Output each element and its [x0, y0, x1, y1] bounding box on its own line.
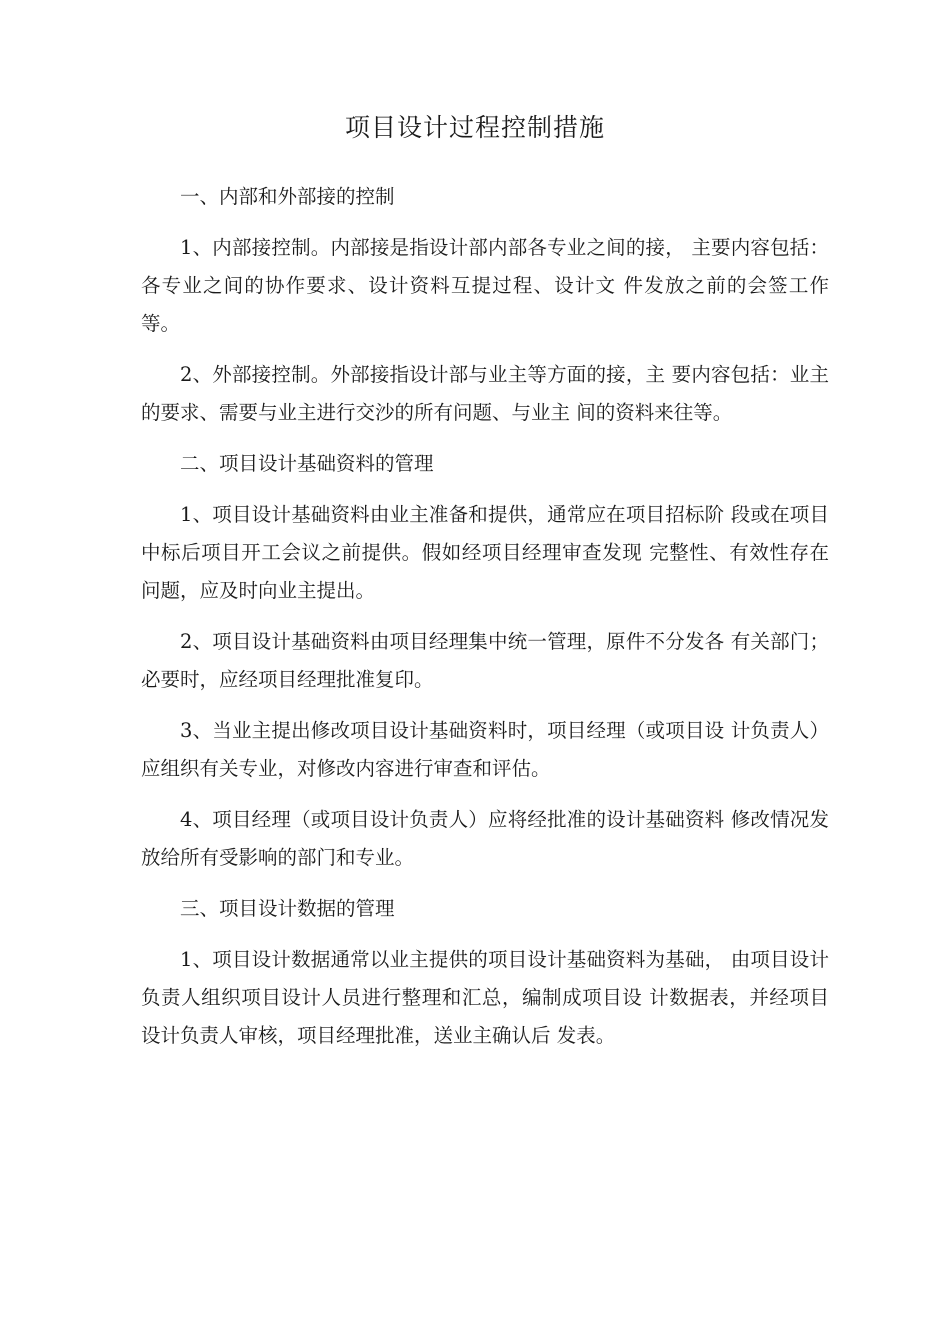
section-heading: 三、项目设计数据的管理	[180, 897, 395, 920]
paragraph: 1、项目设计数据通常以业主提供的项目设计基础资料为基础， 由项目设计负责人组织项目设计人员进行整理和汇总，编制成项目设 计数据表，并经项目设计负责人审核，项目经理批准，送业主确认后 发表。	[141, 948, 829, 1047]
section-heading: 一、内部和外部接的控制	[180, 185, 395, 208]
paragraph: 1、内部接控制。内部接是指设计部内部各专业之间的接， 主要内容包括：各专业之间的协作要求、设计资料互提过程、设计文 件发放之前的会签工作等。	[141, 236, 829, 335]
page-title: 项目设计过程控制措施	[344, 113, 605, 142]
paragraph: 1、项目设计基础资料由业主准备和提供，通常应在项目招标阶 段或在项目中标后项目开工会议之前提供。假如经项目经理审查发现 完整性、有效性存在问题，应及时向业主提出。	[141, 503, 829, 602]
paragraph: 4、项目经理（或项目设计负责人）应将经批准的设计基础资料 修改情况发放给所有受影响的部门和专业。	[141, 808, 829, 869]
section-heading: 二、项目设计基础资料的管理	[180, 452, 434, 475]
paragraph: 3、当业主提出修改项目设计基础资料时，项目经理（或项目设 计负责人）应组织有关专业，对修改内容进行审查和评估。	[141, 719, 829, 780]
document-body	[141, 178, 829, 1068]
paragraph: 2、项目设计基础资料由项目经理集中统一管理，原件不分发各 有关部门；必要时，应经项目经理批准复印。	[141, 630, 829, 691]
paragraph: 2、外部接控制。外部接指设计部与业主等方面的接，主 要内容包括：业主的要求、需要与业主进行交沙的所有问题、与业主 间的资料来往等。	[141, 363, 829, 424]
